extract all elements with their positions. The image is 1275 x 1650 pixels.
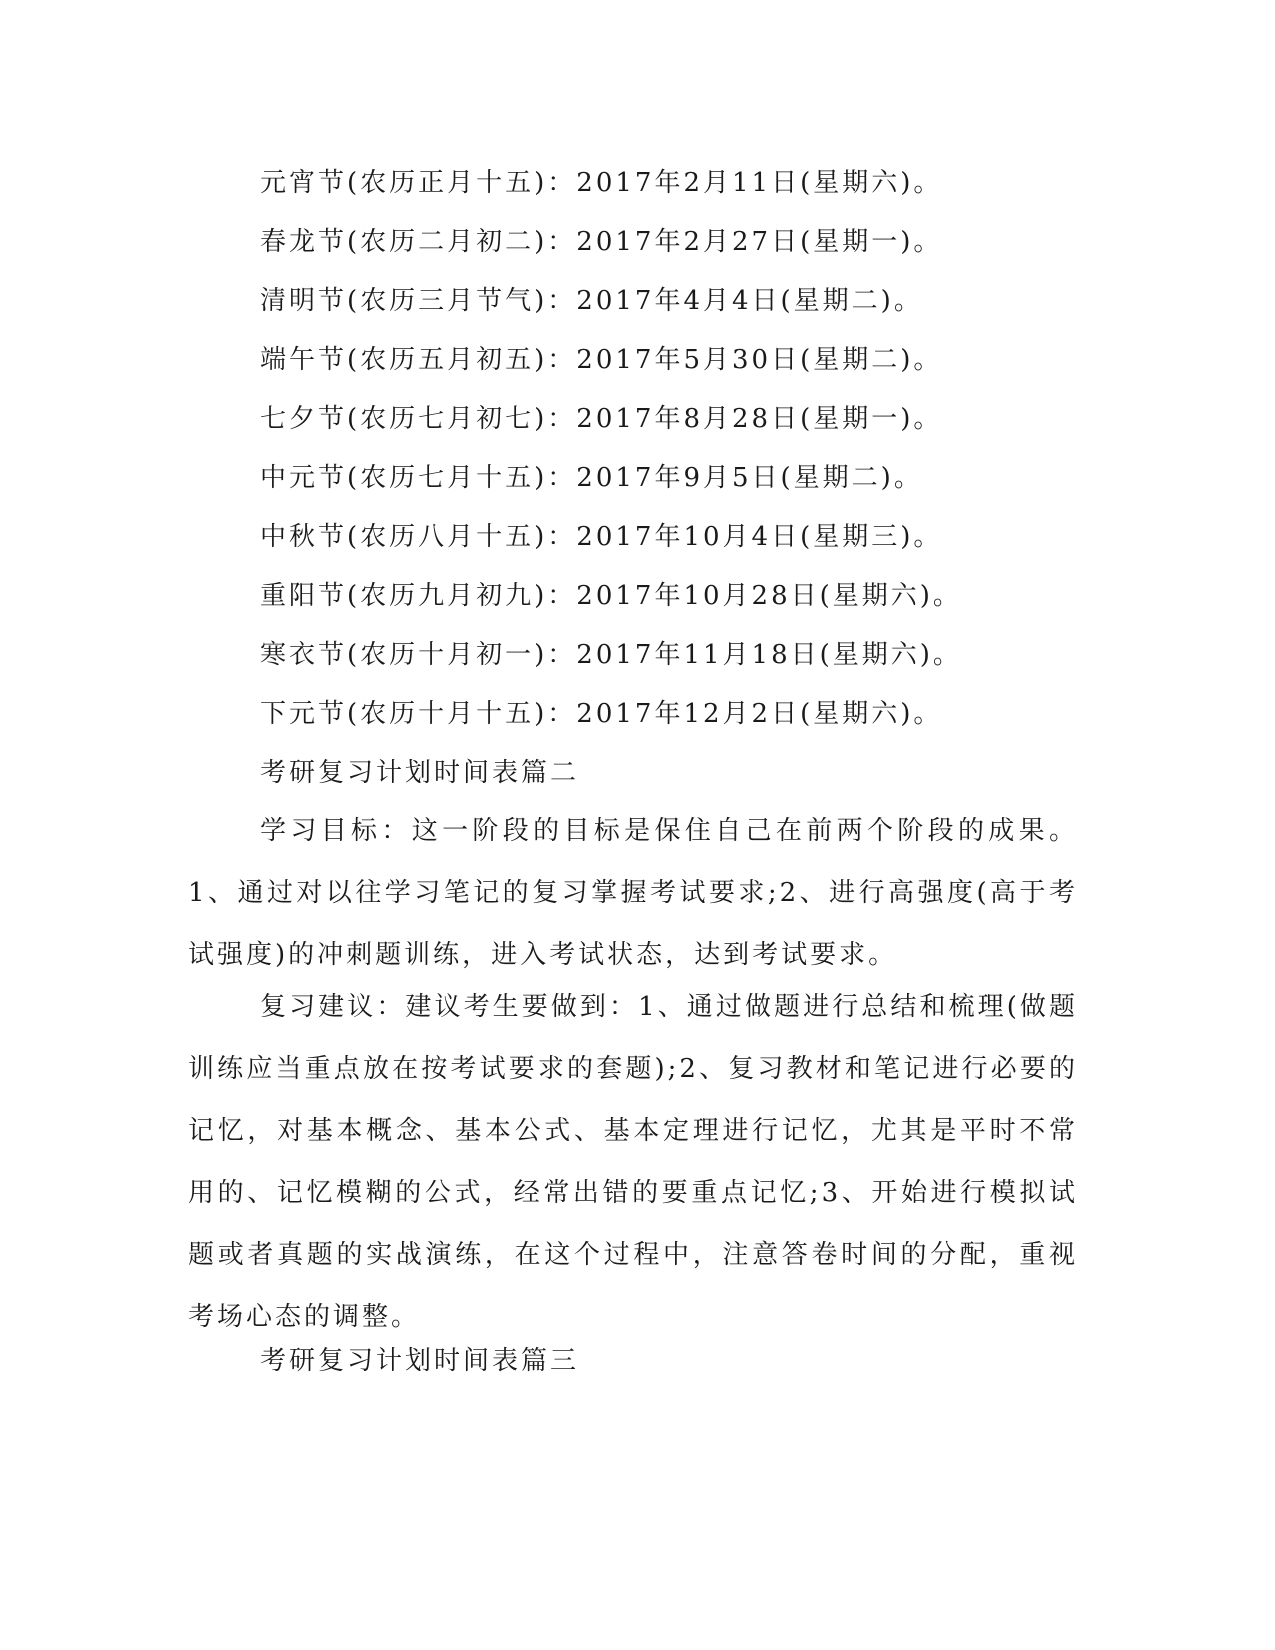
- review-advice-paragraph: 复习建议：建议考生要做到：1、通过做题进行总结和梳理(做题训练应当重点放在按考试要求的套题);2、复习教材和笔记进行必要的记忆，对基本概念、基本公式、基本定理进行记忆，尤其是平时不常用的、记忆模糊的公式，经常出错的要重点记忆;3、开始进行模拟试题或者真题的实战演练，在这个过程中，注意答卷时间的分配，重视考场心态的调整。: [188, 992, 1078, 1332]
- festival-line: 元宵节(农历正月十五)：2017年2月11日(星期六)。: [260, 168, 943, 198]
- festival-line: 七夕节(农历七月初七)：2017年8月28日(星期一)。: [260, 404, 943, 434]
- section-heading-3: 考研复习计划时间表篇三: [260, 1346, 580, 1376]
- festival-line: 中元节(农历七月十五)：2017年9月5日(星期二)。: [260, 463, 923, 493]
- festival-line: 寒衣节(农历十月初一)：2017年11月18日(星期六)。: [260, 640, 962, 670]
- festival-line: 清明节(农历三月节气)：2017年4月4日(星期二)。: [260, 286, 923, 316]
- festival-line: 下元节(农历十月十五)：2017年12月2日(星期六)。: [260, 699, 943, 729]
- festival-line: 春龙节(农历二月初二)：2017年2月27日(星期一)。: [260, 227, 943, 257]
- festival-line: 端午节(农历五月初五)：2017年5月30日(星期二)。: [260, 345, 943, 375]
- festival-line: 重阳节(农历九月初九)：2017年10月28日(星期六)。: [260, 581, 962, 611]
- festival-line: 中秋节(农历八月十五)：2017年10月4日(星期三)。: [260, 522, 943, 552]
- study-goal-paragraph: 学习目标：这一阶段的目标是保住自己在前两个阶段的成果。1、通过对以往学习笔记的复习掌握考试要求;2、进行高强度(高于考试强度)的冲刺题训练，进入考试状态，达到考试要求。: [188, 816, 1078, 970]
- section-heading-2: 考研复习计划时间表篇二: [260, 758, 580, 788]
